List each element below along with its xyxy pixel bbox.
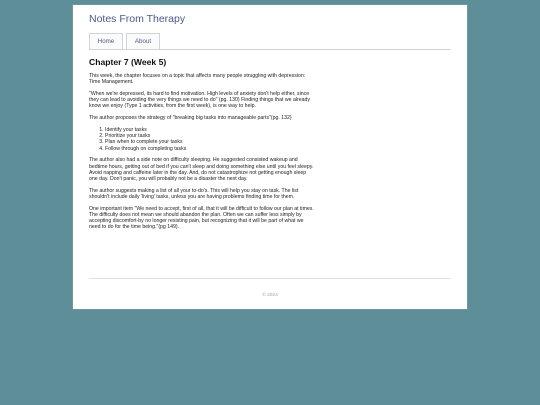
paragraph-sleep: The author also had a side note on difficulty sleeping. He suggested consisted wakeup and bedtime hours, getting out of bed if you can't sleep and doing something else until you feel sleepy. Avoid napping and caffeine later in the day. And, do not catastrophize not getting enough sleep one day. Don't panic, you will probably not be a disaster the next day. [89, 157, 314, 183]
nav-tabs [89, 33, 160, 49]
site-title[interactable]: Notes From Therapy [89, 13, 186, 25]
list-item: 4. Follow through on completing tasks [105, 146, 315, 152]
paragraph-todo: The author suggests making a list of all your to-do's. This will help you stay on task. The list shouldn't include daily 'living' tasks, unless you are having problems finding time for them. [89, 187, 299, 201]
paragraph-strategy: The author proposes the strategy of "breaking big tasks into manageable parts"(pg. 132) [89, 115, 292, 122]
article-heading: Chapter 7 (Week 5) [89, 57, 167, 67]
paragraph-acceptance: One important item "We need to accept, first of all, that it will be difficult to follow our plan at times. The difficulty does not mean we should abandon the plan. Often we can suffer less simply by accepting discomfort-by no longer resisting pain, but recognizing that it will be part of what we need to do for the time being."(pg 149). [89, 205, 314, 231]
tab-home[interactable]: Home [89, 33, 123, 49]
paragraph-intro: This week, the chapter focuses on a topic that affects many people struggling with depression: Time Management. [89, 73, 306, 86]
page-container [72, 4, 468, 310]
paragraph-quote: "When we're depressed, its hard to find motivation. High levels of anxiety don't help either, since they can lead to avoiding the very things we need to do" (pg. 130) Finding things that we already know we enjoy (Type 1 activities, from the first week), is one way to help. [89, 91, 311, 110]
article [89, 57, 315, 236]
list-item: 1. Identify your tasks [105, 127, 315, 133]
tab-about[interactable]: About [126, 33, 160, 49]
list-item: 3. Plan when to complete your tasks [105, 139, 315, 145]
footer-divider [89, 278, 451, 279]
steps-list [89, 127, 315, 152]
footer-copyright: © 2024 [262, 293, 278, 298]
list-item: 2. Prioritize your tasks [105, 133, 315, 139]
nav-divider [89, 49, 451, 50]
